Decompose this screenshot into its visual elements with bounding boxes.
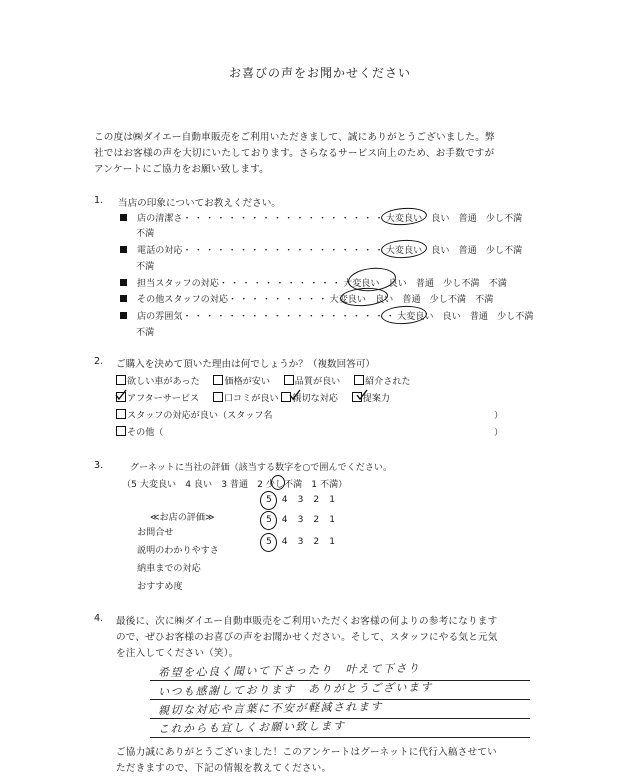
q2-row-2: アフターサービス 口コミが良い 親切な対応 提案力 [116,391,390,404]
q1-item-staff: 担当スタッフの対応・・・・・・・・・・・大変良い 良い 普通 少し不満 不満 [120,276,507,289]
checkbox-icon[interactable] [116,375,126,385]
answer-circle-mark [260,533,277,552]
store-eval-label: ≪お店の評価≫ [150,513,215,523]
answer-line [150,737,530,738]
handwritten-line-1: 希望を心良く聞いて下さったり 叶えて下さり [157,661,421,680]
intro-line-3: アンケートにご協力をお願い致します。 [94,164,269,175]
q3-item-delivery: 納車までの対応 [137,564,201,574]
q2-row-4-close: ） [494,428,504,438]
q3-number: 3. [94,460,104,471]
q1-item-cleanliness-cont: 不満 [136,229,155,239]
bullet-square-icon [120,295,127,302]
q1-item-phone-cont: 不満 [136,262,155,272]
check-mark-icon [355,389,369,401]
q3-item-clarity: 説明のわかりやすさ [137,546,219,556]
q1-item-cleanliness: 店の清潔さ・・・・・・・・・・・・・・・・・・大変良い 良い 普通 少し不満 [120,211,522,224]
check-mark-icon [288,389,302,401]
answer-circle-mark [381,239,428,259]
check-mark-icon [114,389,128,401]
q1-heading: 当店の印象についてお教えください。 [118,198,281,209]
q1-item-atmosphere-cont: 不満 [136,328,155,338]
footer-line-2: ただきますので、下記の情報を教えてください。 [116,763,332,774]
score-row-3: 54321 [266,537,345,547]
checkbox-icon[interactable] [213,392,223,402]
q1-number: 1. [94,195,104,206]
q3-item-inquiry: お問合せ [137,528,174,538]
q2-heading: ご購入を決めて頂いた理由は何でしょうか？（複数回答可） [116,359,376,370]
q2-row-1: 欲しい車があった 価格が安い 品質が良い 紹介された [116,374,411,387]
intro-line-1: この度は㈱ダイエー自動車販売をご利用いただきまして、誠にありがとうございました。弊 [94,132,495,143]
q3-heading: グーネットに当社の評価（該当する数字を○で囲んでください。 [130,463,393,473]
q3-item-recommend: おすすめ度 [137,582,183,592]
footer-line-1: ご協力誠にありがとうございました！このアンケートはグーネットに代行入稿させてい [116,747,497,758]
bullet-square-icon [120,279,127,286]
answer-circle-mark [260,511,277,530]
handwritten-line-4: これからも宜しくお願い致します [157,719,346,736]
q2-row-3-close: ） [494,411,504,421]
q1-item-phone: 電話の対応・・・・・・・・・・・・・・・・・・大変良い 良い 普通 少し不満 [120,243,522,256]
answer-circle-mark [260,491,277,510]
page-title: お喜びの声をお聞かせください [228,66,411,80]
score-row-2: 54321 [266,515,345,525]
bullet-square-icon [120,312,127,319]
q4-text-1: 最後に、次に㈱ダイエー自動車販売をご利用いただくお客様の何よりの参考になります [116,616,498,627]
handwritten-line-2: いつも感謝しております ありがとうございます [157,680,434,699]
q1-item-atmosphere: 店の雰囲気・・・・・・・・・・・・・・・・・・・大変良い 良い 普通 少し不満 [120,309,534,322]
score-row-1: 54321 [266,495,345,505]
handwritten-line-3: 親切な対応や言葉に不安が軽減されます [157,700,384,717]
bullet-square-icon [120,214,127,221]
answer-circle-mark [381,305,428,325]
checkbox-icon[interactable] [284,375,294,385]
q1-item-other-staff: その他スタッフの対応・・・・・・・・・大変良い 良い 普通 少し不満 不満 [120,292,493,305]
q3-scale: （5 大変良い 4 良い 3 普通 2 少し不満 1 不満） [122,480,348,490]
q2-row-3: スタッフの対応が良い（スタッフ名 [116,408,273,421]
q2-number: 2. [94,356,104,367]
checkbox-icon[interactable] [213,375,223,385]
q4-number: 4. [94,613,104,624]
checkbox-icon[interactable] [354,375,364,385]
checkbox-icon[interactable] [116,426,126,436]
checkbox-icon[interactable] [116,409,126,419]
bullet-square-icon [120,246,127,253]
q2-row-4: その他（ [116,425,163,438]
intro-line-2: 社ではお客様の声を大切にいたしております。さらなるサービス向上のため、お手数ですが [94,148,495,159]
q4-text-2: ので、ぜひお客様のお喜びの声をお聞かせください。そして、スタッフにやる気と元気 [116,632,498,643]
answer-circle-mark [271,475,285,490]
q4-text-3: を注入してください（笑）。 [116,648,239,659]
